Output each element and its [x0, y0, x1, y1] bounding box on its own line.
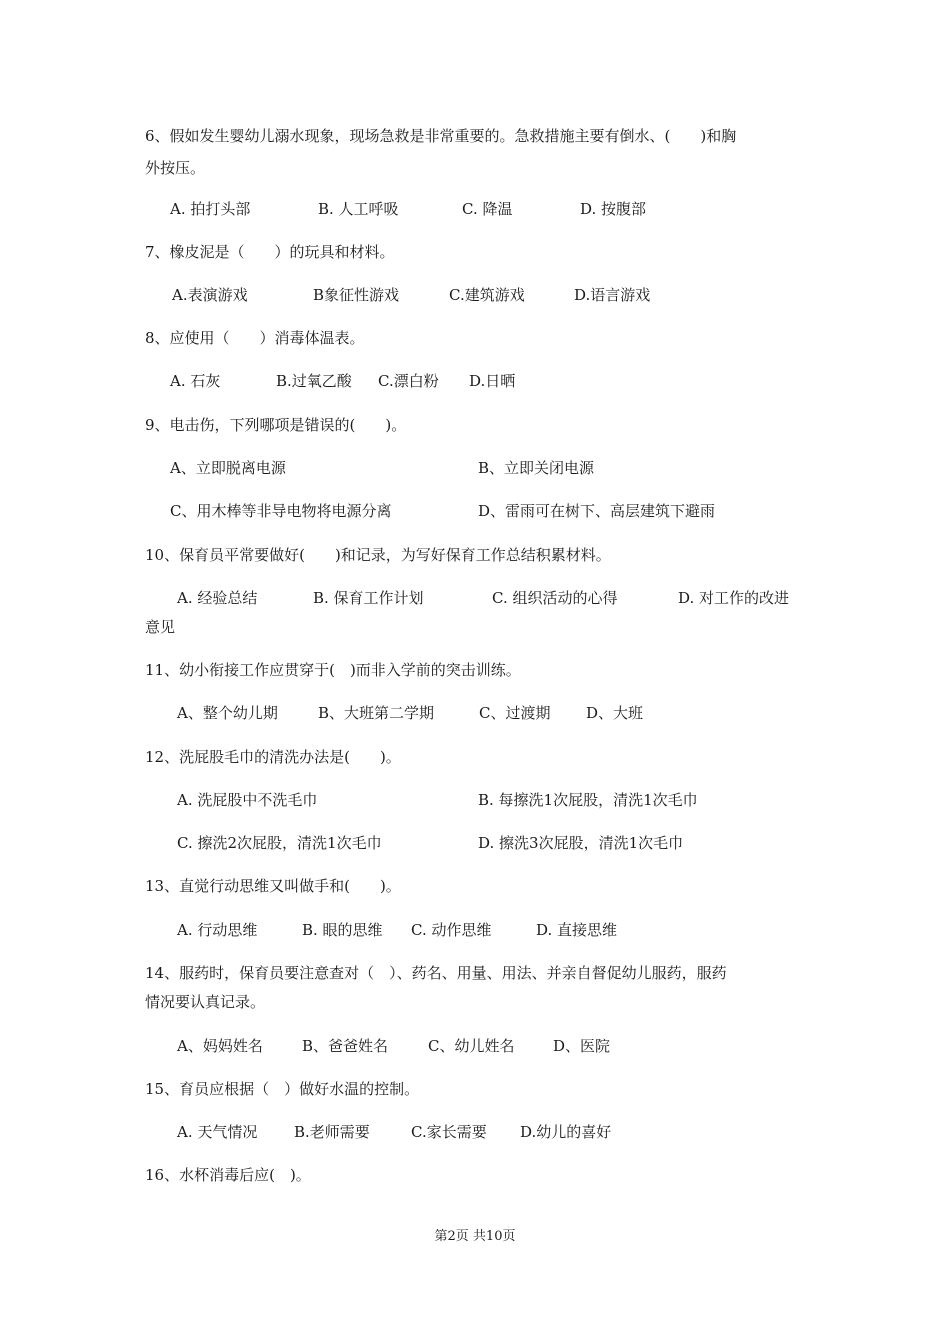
question-11-option-d: D、大班: [586, 704, 644, 722]
question-7-option-b: B象征性游戏: [313, 286, 400, 304]
question-10-option-a: A. 经验总结: [177, 589, 258, 607]
question-15-stem: 15、育员应根据（ ）做好水温的控制。: [145, 1080, 420, 1098]
question-10-continuation: 意见: [145, 618, 176, 636]
question-16-stem: 16、水杯消毒后应( )。: [145, 1166, 311, 1184]
question-11-option-a: A、整个幼儿期: [177, 704, 278, 722]
page-number-footer: 第2页 共10页: [434, 1229, 516, 1244]
question-15-option-a: A. 天气情况: [177, 1123, 258, 1141]
question-14-option-c: C、幼儿姓名: [428, 1037, 515, 1055]
question-14-line-1: 14、服药时，保育员要注意查对（ ）、药名、用量、用法、并亲自督促幼儿服药，服药: [145, 964, 727, 982]
question-8-stem: 8、应使用（ ）消毒体温表。: [145, 329, 365, 347]
question-10-option-c: C. 组织活动的心得: [492, 589, 618, 607]
question-9-stem: 9、电击伤，下列哪项是错误的( )。: [145, 416, 407, 434]
question-12-option-d: D. 擦洗3次屁股，清洗1次毛巾: [478, 834, 684, 852]
question-8-option-d: D.日晒: [469, 372, 516, 390]
question-6-option-d: D. 按腹部: [580, 200, 647, 218]
question-8-option-b: B.过氧乙酸: [276, 372, 352, 390]
question-14-option-a: A、妈妈姓名: [177, 1037, 263, 1055]
question-11-stem: 11、幼小衔接工作应贯穿于( )而非入学前的突击训练。: [145, 661, 521, 679]
question-13-stem: 13、直觉行动思维又叫做手和( )。: [145, 877, 401, 895]
question-14-option-b: B、爸爸姓名: [302, 1037, 389, 1055]
question-9-option-b: B、立即关闭电源: [478, 459, 595, 477]
question-14-line-2: 情况要认真记录。: [145, 993, 266, 1011]
question-13-option-c: C. 动作思维: [411, 921, 492, 939]
question-13-option-b: B. 眼的思维: [302, 921, 383, 939]
question-11-option-c: C、过渡期: [479, 704, 551, 722]
question-12-option-b: B. 每擦洗1次屁股，清洗1次毛巾: [478, 791, 698, 809]
question-8-option-a: A. 石灰: [170, 372, 221, 390]
question-7-stem: 7、橡皮泥是（ ）的玩具和材料。: [145, 243, 395, 261]
question-9-option-c: C、用木棒等非导电物将电源分离: [170, 502, 392, 520]
question-6-option-c: C. 降温: [462, 200, 513, 218]
question-12-option-a: A. 洗屁股中不洗毛巾: [177, 791, 318, 809]
question-6-line-1: 6、假如发生婴幼儿溺水现象，现场急救是非常重要的。急救措施主要有倒水、( )和胸: [145, 127, 737, 145]
question-7-option-c: C.建筑游戏: [449, 286, 525, 304]
question-9-option-d: D、雷雨可在树下、高层建筑下避雨: [478, 502, 716, 520]
question-14-option-d: D、医院: [553, 1037, 611, 1055]
question-13-option-a: A. 行动思维: [177, 921, 258, 939]
question-10-stem: 10、保育员平常要做好( )和记录，为写好保育工作总结积累材料。: [145, 546, 611, 564]
question-6-option-a: A. 拍打头部: [170, 200, 251, 218]
question-6-line-2: 外按压。: [145, 159, 206, 177]
question-11-option-b: B、大班第二学期: [318, 704, 435, 722]
question-6-option-b: B. 人工呼吸: [318, 200, 399, 218]
question-7-option-d: D.语言游戏: [574, 286, 651, 304]
question-15-option-d: D.幼儿的喜好: [520, 1123, 612, 1141]
question-8-option-c: C.漂白粉: [378, 372, 439, 390]
question-12-option-c: C. 擦洗2次屁股，清洗1次毛巾: [177, 834, 382, 852]
question-15-option-b: B.老师需要: [294, 1123, 370, 1141]
question-12-stem: 12、洗屁股毛巾的清洗办法是( )。: [145, 748, 401, 766]
question-9-option-a: A、立即脱离电源: [170, 459, 286, 477]
question-15-option-c: C.家长需要: [411, 1123, 487, 1141]
question-13-option-d: D. 直接思维: [536, 921, 618, 939]
question-7-option-a: A.表演游戏: [172, 286, 248, 304]
question-10-option-d: D. 对工作的改进: [678, 589, 790, 607]
question-10-option-b: B. 保育工作计划: [313, 589, 424, 607]
